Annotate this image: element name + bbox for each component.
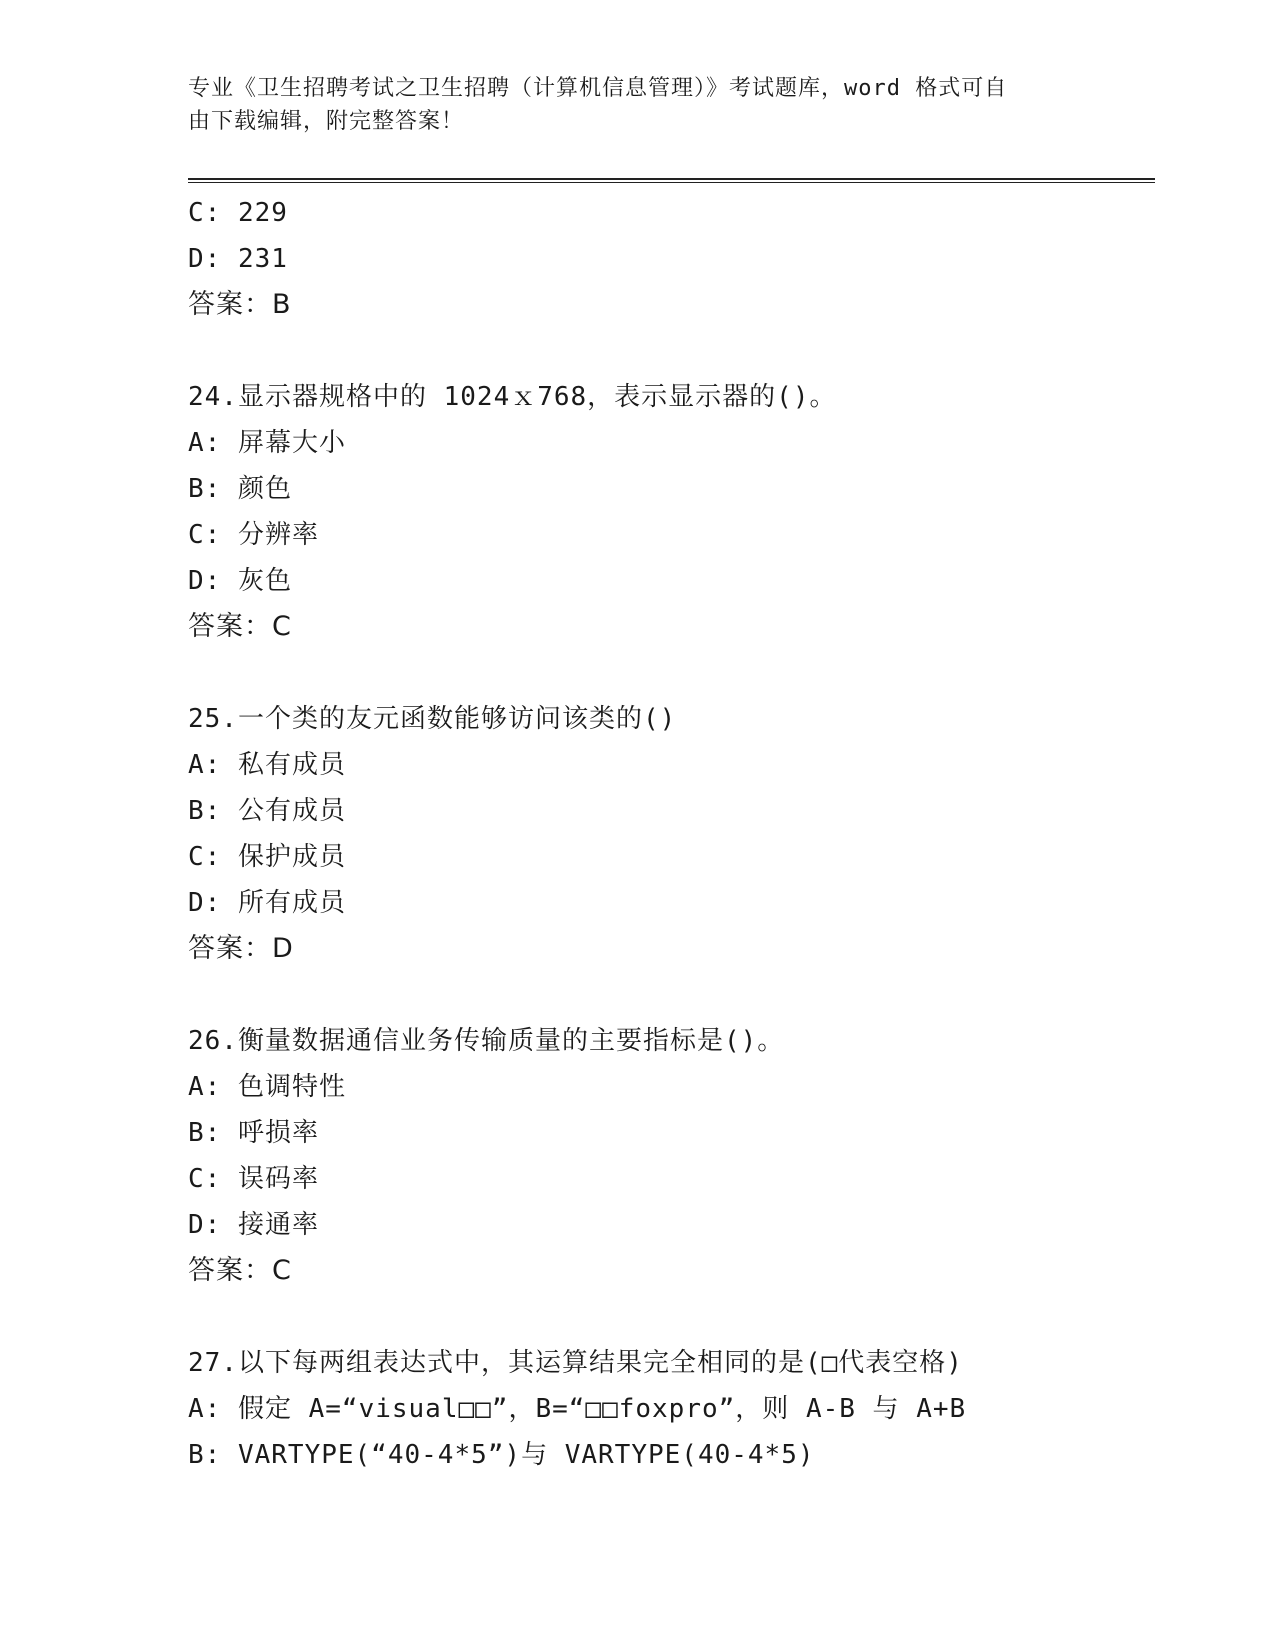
question-27 — [188, 1340, 1155, 1478]
option-b: B: 呼损率 — [188, 1118, 319, 1148]
option-c: C: 保护成员 — [188, 842, 346, 872]
header-line-1: 专业《卫生招聘考试之卫生招聘（计算机信息管理）》考试题库，word 格式可自 — [188, 76, 1008, 101]
option-d: D: 所有成员 — [188, 888, 346, 918]
header-line-2: 由下载编辑，附完整答案！ — [188, 109, 465, 134]
answer-line: 答案：C — [188, 611, 292, 642]
option-c: C: 分辨率 — [188, 520, 319, 550]
header-divider — [188, 178, 1155, 183]
question-23-continuation — [188, 190, 1155, 328]
document-header — [188, 72, 1068, 138]
question-stem: 26.衡量数据通信业务传输质量的主要指标是()。 — [188, 1026, 785, 1056]
question-25 — [188, 696, 1155, 972]
answer-line: 答案：B — [188, 289, 292, 320]
option-d: D: 接通率 — [188, 1210, 319, 1240]
spacer — [188, 328, 1155, 374]
answer-line: 答案：D — [188, 933, 294, 964]
question-stem: 25.一个类的友元函数能够访问该类的() — [188, 704, 677, 734]
option-b: B: VARTYPE(“40-4*5”)与 VARTYPE(40-4*5) — [188, 1440, 815, 1470]
question-26 — [188, 1018, 1155, 1294]
option-a: A: 私有成员 — [188, 750, 346, 780]
option-b: B: 公有成员 — [188, 796, 346, 826]
option-a: A: 色调特性 — [188, 1072, 346, 1102]
option-a: A: 屏幕大小 — [188, 428, 346, 458]
option-b: B: 颜色 — [188, 474, 292, 504]
question-24 — [188, 374, 1155, 650]
option-a: A: 假定 A=“visual□□”，B=“□□foxpro”，则 A-B 与 A+B — [188, 1394, 967, 1424]
spacer — [188, 1294, 1155, 1340]
question-stem: 24.显示器规格中的 1024ｘ768，表示显示器的()。 — [188, 382, 837, 412]
spacer — [188, 650, 1155, 696]
answer-line: 答案：C — [188, 1255, 292, 1286]
question-stem: 27.以下每两组表达式中，其运算结果完全相同的是(□代表空格) — [188, 1348, 963, 1378]
option-d: D: 231 — [188, 244, 288, 274]
option-c: C: 229 — [188, 198, 288, 228]
question-list — [188, 190, 1155, 1478]
option-c: C: 误码率 — [188, 1164, 319, 1194]
option-d: D: 灰色 — [188, 566, 292, 596]
spacer — [188, 972, 1155, 1018]
